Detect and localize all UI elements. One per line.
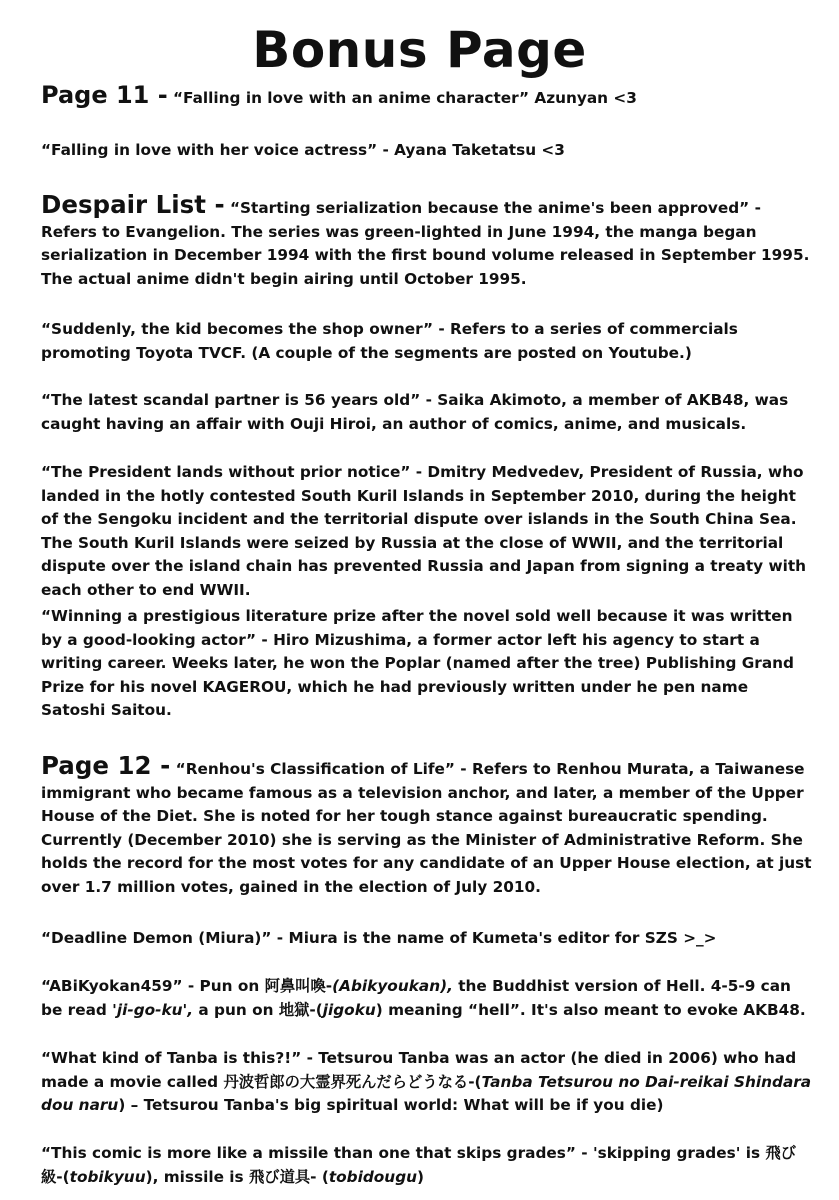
item4-part-a: “What kind of Tanba is this?!” - Tetsurou Tanba was an actor (he died in 2006) who had made a movie called 丹波哲郎の大霊界死んだらどうなる-( <box>41 1049 797 1091</box>
page-title: Bonus Page <box>252 21 587 79</box>
despair-item-1-text: “Starting serialization because the anime's been approved” - Refers to Evangelion. The series was green-lighted in June 1994, the manga began serialization in December 1994 with the first bound volume released in September 1995. The actual anime didn't begin airing until October 1995. <box>41 199 810 288</box>
item3-part-e: a pun on 地獄-( <box>193 1000 323 1019</box>
item4-part-c: ) – Tetsurou Tanba's big spiritual world: What will be if you die) <box>118 1096 664 1115</box>
item5-part-b: tobikyuu <box>69 1167 146 1186</box>
item3-part-c: the Buddhist version of Hell. 4-5-9 can be read <box>41 977 791 1019</box>
page11-note1: “Falling in love with an anime character” Azunyan <3 <box>173 89 637 107</box>
page11-line1 <box>41 81 817 111</box>
page12-item-3 <box>41 975 817 1022</box>
item3-part-g: ) meaning “hell”. It's also meant to evoke AKB48. <box>375 1000 806 1019</box>
despair-item-2: “Suddenly, the kid becomes the shop owner” - Refers to a series of commercials promoting Toyota TVCF. (A couple of the segments are posted on Youtube.) <box>41 320 738 362</box>
page12-item-5 <box>41 1142 817 1189</box>
item3-part-a: “ABiKyokan459” - Pun on 阿鼻叫喚- <box>41 977 333 995</box>
page12-item-1 <box>41 751 817 900</box>
page11-note2: “Falling in love with her voice actress” - Ayana Taketatsu <3 <box>41 141 565 159</box>
despair-item-5: “Winning a prestigious literature prize after the novel sold well because it was written by a good-looking actor” - Hiro Mizushima, a former actor left his agency to start a writing career. Weeks later, he won the Poplar (named after the tree) Publishing Grand Prize for his novel KAGEROU, which he had previously written under he pen name Satoshi Saitou. <box>41 607 794 720</box>
page12-item-4 <box>41 1047 817 1118</box>
item5-part-a: “This comic is more like a missile than one that skips grades” - 'skipping grades' is 飛び級-( <box>41 1144 796 1186</box>
item3-part-b: (Abikyoukan), <box>332 977 453 995</box>
item5-part-e: ) <box>417 1167 425 1186</box>
despair-item-4: “The President lands without prior notice” - Dmitry Medvedev, President of Russia, who landed in the hotly contested South Kuril Islands in September 2010, during the height of the Sengoku incident and the territorial dispute over islands in the South China Sea. The South Kuril Islands were seized by Russia at the close of WWII, and the territorial dispute over the island chain has prevented Russia and Japan from signing a treaty with each other to end WWII. <box>41 463 807 599</box>
item3-part-f: jigoku <box>322 1000 376 1019</box>
page12-item-1-text: “Renhou's Classification of Life” - Refers to Renhou Murata, a Taiwanese immigrant who became famous as a television anchor, and later, a member of the Upper House of the Diet. She is noted for her tough stance against bureaucratic spending. Currently (December 2010) she is serving as the Minister of Administrative Reform. She holds the record for the most votes for any candidate of an Upper House election, at just over 1.7 million votes, gained in the election of July 2010. <box>41 760 812 896</box>
item5-part-c: ), missile is 飛び道具- ( <box>145 1167 329 1186</box>
page12-heading: Page 12 - <box>41 751 171 780</box>
item4-part-b: Tanba Tetsurou no Dai-reikai Shindara dou naru <box>41 1072 812 1115</box>
despair-item-3: “The latest scandal partner is 56 years old” - Saika Akimoto, a member of AKB48, was caught having an affair with Ouji Hiroi, an author of comics, anime, and musicals. <box>41 391 789 433</box>
page12-item-2: “Deadline Demon (Miura)” - Miura is the name of Kumeta's editor for SZS >_> <box>41 929 717 947</box>
despair-item-1 <box>41 190 817 291</box>
item5-part-d: tobidougu <box>328 1167 418 1186</box>
item3-part-d: 'ji-go-ku', <box>112 1000 194 1019</box>
page11-heading: Page 11 - <box>41 81 168 109</box>
despair-heading: Despair List - <box>41 190 225 219</box>
